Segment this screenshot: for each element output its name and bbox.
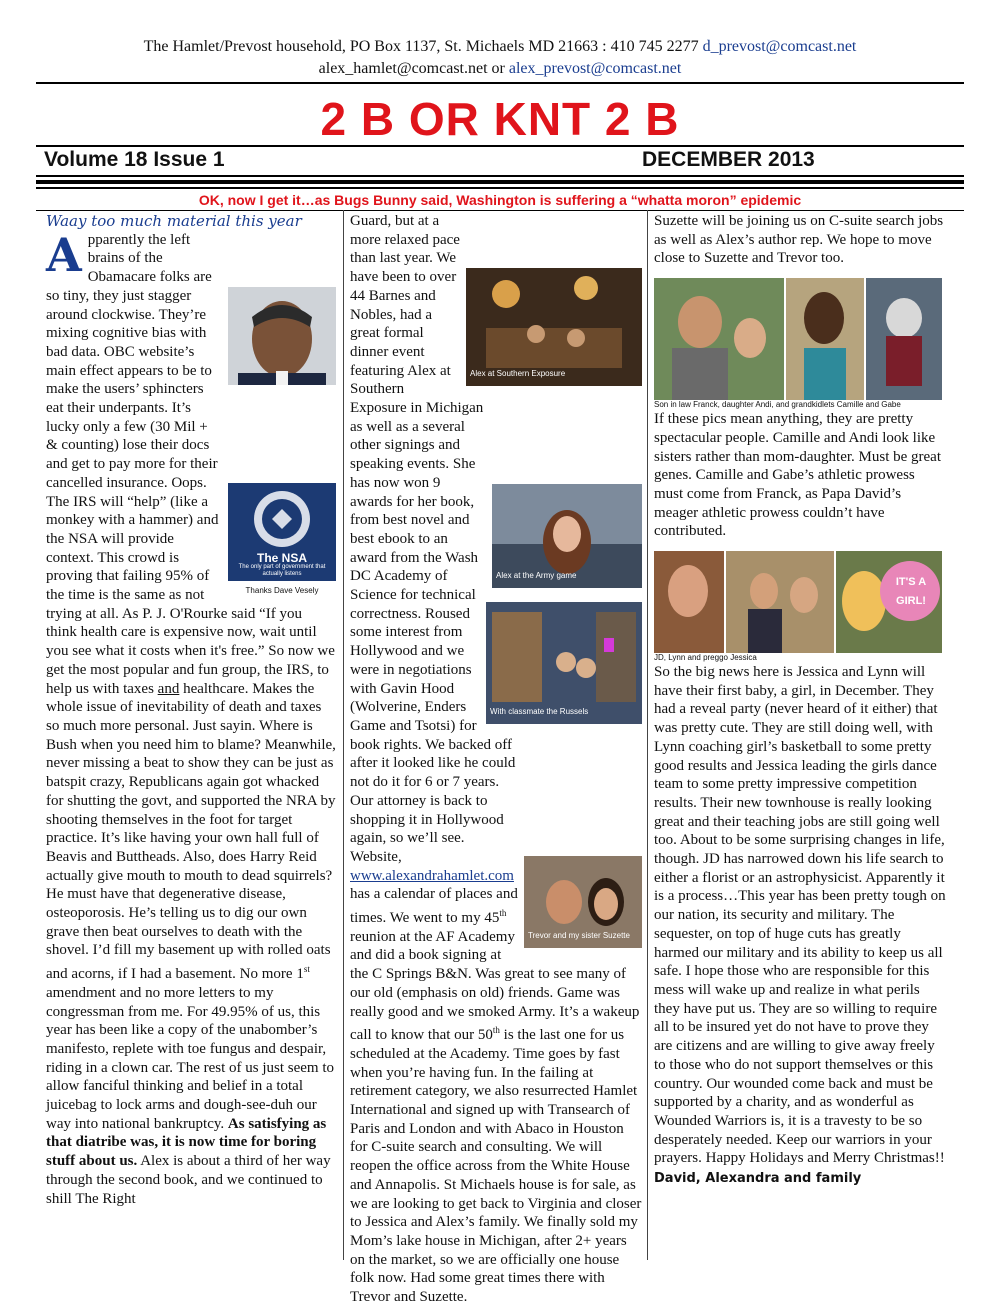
balloon-text: IT'S A GIRL!: [895, 576, 927, 607]
tagline-rule: [36, 210, 964, 211]
column-divider-2: [647, 210, 648, 1260]
column-3-intro: Suzette will be joining us on C-suite search jobs as well as Alex’s author rep. We hope to move close to Suzette and Trevor too.: [654, 213, 944, 267]
army-game-caption: Alex at the Army game: [496, 571, 577, 581]
column-divider-1: [343, 210, 344, 1260]
trevor-suzette-photo: [524, 856, 642, 948]
drop-cap: A: [46, 227, 82, 282]
contact-email-david[interactable]: d_prevost@comcast.net: [702, 38, 857, 55]
nsa-logo-subtext: The only part of government that actually listens: [238, 563, 326, 577]
column-1: [46, 212, 336, 1208]
obama-photo-image: [228, 287, 336, 385]
tagline: OK, now I get it…as Bugs Bunny said, Washington is suffering a “whatta moron” epidemic: [198, 192, 802, 208]
southern-exposure-caption: Alex at Southern Exposure: [470, 369, 566, 379]
double-rule-bottom: [36, 187, 964, 189]
issue-date: DECEMBER 2013: [642, 148, 815, 171]
nsa-logo-text: The NSA: [256, 550, 307, 565]
double-rule-mid: [36, 180, 964, 184]
signature: David, Alexandra and family: [654, 1171, 862, 1187]
contact-address: The Hamlet/Prevost household, PO Box 1137, St. Michaels MD 21663 : 410 745 2277: [143, 38, 699, 55]
column-heading: Waay too much material this year: [46, 212, 302, 230]
column-3-news: So the big news here is Jessica and Lynn will have their first baby, a girl, in December. They had a reveal party (never heard of it either) that was pretty cute. They are still doing well, with Lynn coaching girl’s basketball to some pretty good results and Jessica leading the girls dance team to some pretty impressive competition results. Their new townhouse is really looking great and their teaching jobs are still going well too. About to be some surprising changes in life, though. JD has narrowed down his life search to either a florist or an astrophysicist. Apparently it is a process…This year has been pretty tough on our nation, its security and military. The sequester, on top of huge cuts has greatly harmed our military and its ability to keep us all safe. I hope those who are responsible for this mess will wake up and realize in what perils they have put us. They are so willing to require all to be insured yet do not have to prove they are citizens and are willing to give away freely to those who do not support themselves or this country. Our wounded come back and must be supported by a charity, and as wonderful as Wounded Warriors is, it is a travesty to be so desperately needed. Keep our warriors in your prayers. Happy Holidays and Merry Christmas!!: [654, 664, 946, 1167]
army-game-photo: [492, 484, 642, 588]
bookstore-caption: With classmate the Russels: [490, 707, 589, 717]
trevor-suzette-caption: Trevor and my sister Suzette: [528, 931, 630, 941]
family-photos: [654, 278, 942, 400]
contact-or: or: [491, 60, 505, 77]
double-rule-top: [36, 175, 964, 177]
header-rule: [36, 82, 964, 84]
column-3-family-text: If these pics mean anything, they are pretty spectacular people. Camille and Andi look like sisters rather than mom-daughter. Must be great genes. Camille and Gabe’s athletic prowess must come from Franck, as Papa David’s meager athletic prowess couldn’t have contributed.: [654, 411, 942, 540]
volume-issue: Volume 18 Issue 1: [44, 148, 225, 171]
bookstore-photo: [486, 602, 642, 724]
contact-line-1: [0, 38, 1000, 56]
family-photos-image: [654, 278, 942, 400]
obama-photo: [228, 287, 336, 385]
jessica-photos: [654, 551, 942, 653]
author-website-link[interactable]: www.alexandrahamlet.com: [350, 867, 514, 884]
southern-exposure-photo: [466, 268, 642, 386]
column-2-body: Guard, but at a more relaxed pace than last year. We have been to over 44 Barnes and Nobles, had a great formal dinner event featuring Alex at Southern Exposure in Michigan as well as a several other signings and speaking events. She has now won 9 awards for her book, from best novel and best ebook to an award from the Wash DC Academy of Science for technical correctness. Roused some interest from Hollywood and we were in negotiations with Gavin Hood (Wolverine, Enders Game and Tsotsi) for book rights. We backed off after it looked like he could not do it for 6 or 7 years. Our attorney is back to shopping it in Hollywood again, so we’ll see. Website, www.alexandrahamlet.com has a calendar of places and times. We went to my 45th reunion at the AF Academy and did a book signing at the C Springs B&N. Was great to see many of our old (emphasis on old) friends. Game was really good and we smoked Army. It’s a wakeup call to know that our 50th is the last one for us scheduled at the Academy. Time goes by fast when you’re having fun. In the failing at retirement category, we also resurrected Hamlet International and signed up with Transearch of Paris and London and with Abaco in Houston for C-suite search and consulting. We will reopen the office across from the White House and Annapolis. St Michaels house is for sale, as we are looking to get back to Virginia and closer to Jessica and Alex’s family. We finally sold my Mom’s lake house in Michigan, after 2+ years on the market, so we are officially one house folk now. Had some great times there with Trevor and Suzette.: [350, 213, 642, 1306]
column-3: [654, 212, 946, 1189]
bold-transition: As satisfying as that diatribe was, it is now time for boring stuff about us.: [46, 1115, 327, 1170]
family-caption: Son in law Franck, daughter Andi, and grandkidlets Camille and Gabe: [654, 400, 901, 410]
jessica-caption: JD, Lynn and preggo Jessica: [654, 653, 757, 663]
newsletter-title: 2 B OR KNT 2 B: [320, 93, 680, 145]
nsa-logo: [228, 483, 336, 596]
column-1-body: pparently the left brains of the Obamacare folks are so tiny, they just stagger around clockwise. They’re mixing cognitive bias with bad data. OBC website’s main effect appears to be to make the users’ sphincters eat their underpants. It’s lucky only a few (30 Mil + & counting) lose their docs and get to pay more for their cancelled insurance. Oops. The IRS will “help” (like a monkey with a hammer) and the NSA will provide context. This crowd is proving that failing 95% of the time is the same as not trying at all. As P. J. O'Rourke said “If you think health care is expensive now, wait until you see what it costs when it's free.” So now we get the most popular and fun group, the IRS, to help us with taxes and healthcare. Makes the whole issue of inevitability of death and taxes so much more personal. Just sayin. Where is Bush when you need him to blame? Meanwhile, never missing a beat to show they can be just as batspit crazy, Republicans again got whacked for shutting the govt, and supported the NRA by shooting themselves in the foot for target practice. It’s like having your own hall full of Beavis and Buttheads. Also, does Harry Reid actually give mouth to mouth to dead squirrels? He must have that degenerative disease, osteoporosis. He’s telling us to dig our own grave then beat ourselves to death with the shovel. I’d fill my basement up with rolled oats and acorns, if I had a basement. No more 1st amendment and no more letters to my congressman from me. For 49.95% of us, this year has been like a copy of the unabomber’s manifesto, replete with toe fungus and despair, riding in a clown car. The rest of us just seem to allow fanciful thinking and belief in a total juicebag to lock arms and dough-see-duh our way into national bankruptcy. As satisfying as that diatribe was, it is now time for boring stuff about us. Alex is about a third of her way through the second book, and we continued to shill The Right: [46, 231, 336, 1207]
contact-email-alex-hamlet[interactable]: alex_hamlet@comcast.net: [318, 60, 488, 77]
nsa-caption: Thanks Dave Vesely: [245, 586, 319, 596]
title-rule: [36, 145, 964, 147]
contact-line-2: [0, 60, 1000, 78]
column-2: [350, 212, 642, 1307]
contact-email-alex-prevost[interactable]: alex_prevost@comcast.net: [508, 60, 682, 77]
